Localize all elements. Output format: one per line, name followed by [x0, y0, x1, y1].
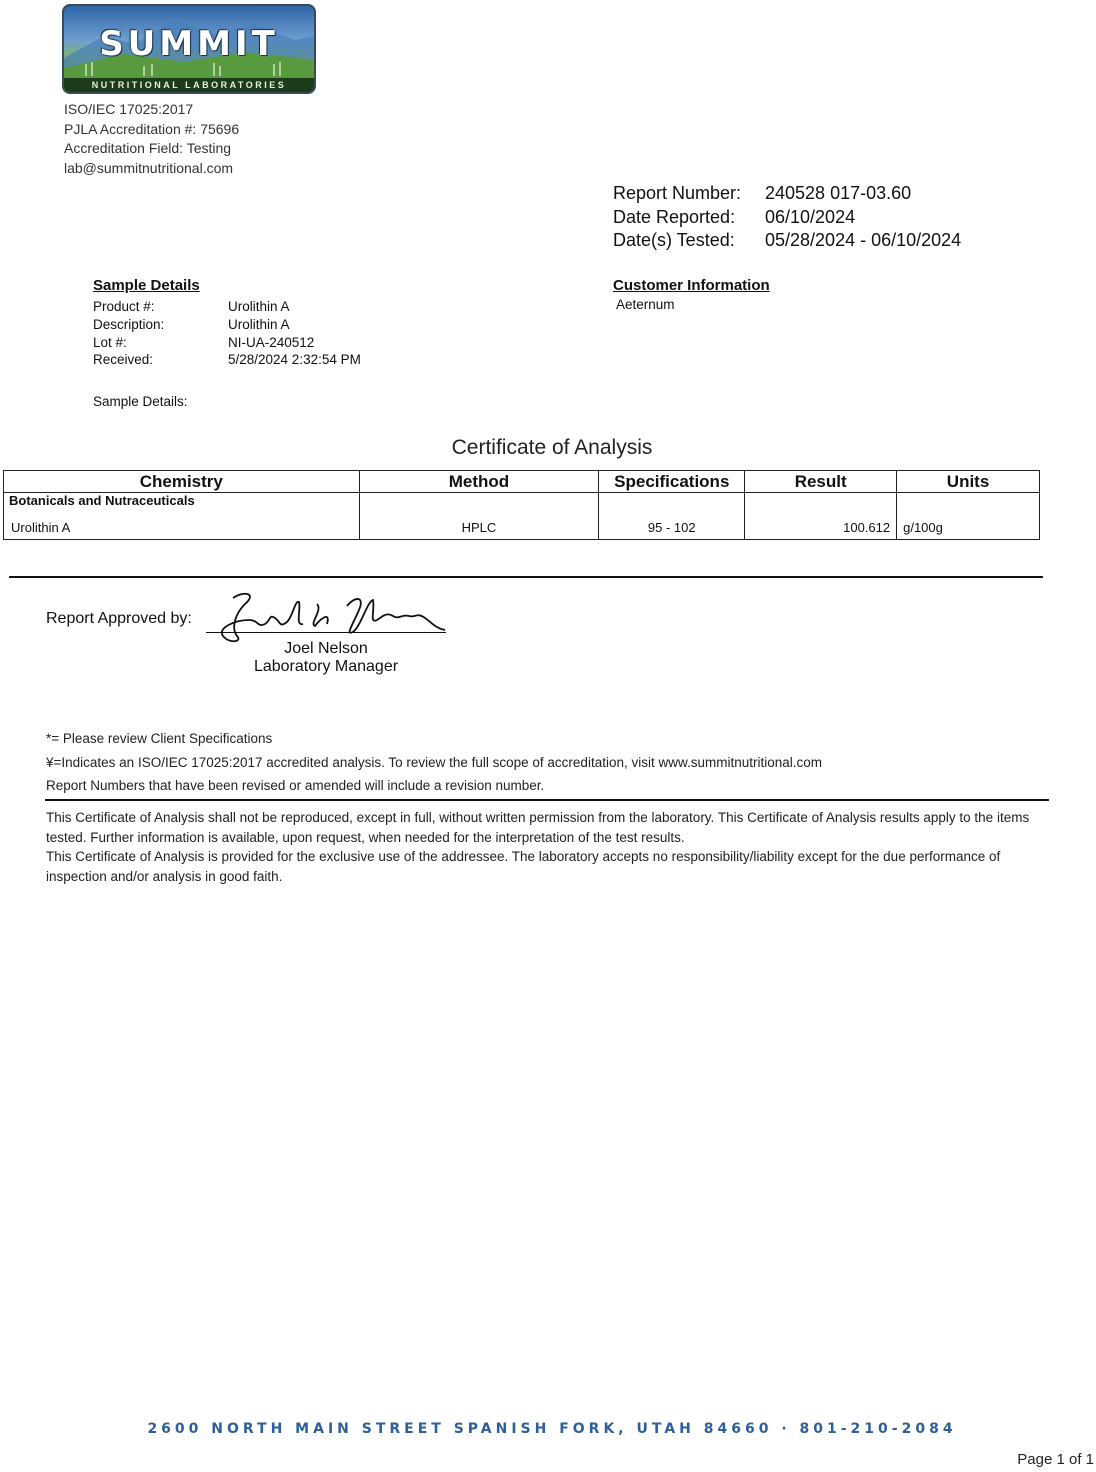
received-label: Received:	[93, 352, 154, 368]
date-reported: 06/10/2024	[765, 206, 856, 227]
dates-tested-label: Date(s) Tested:	[613, 230, 735, 250]
signature-image	[205, 590, 455, 646]
customer-info-title: Customer Information	[613, 277, 770, 294]
header-method: Method	[359, 471, 599, 493]
report-details	[613, 182, 961, 253]
approval-label: Report Approved by:	[46, 610, 192, 627]
sample-details	[93, 277, 361, 369]
report-number: 240528 017-03.60	[765, 183, 912, 203]
signature-line	[206, 632, 446, 633]
note-iso-accredited: ¥=Indicates an ISO/IEC 17025:2017 accredited analysis. To review the full scope of accreditation, visit www.summitnutritional.com	[46, 754, 823, 770]
page-number: Page 1 of 1	[1017, 1451, 1094, 1468]
divider	[45, 799, 1049, 801]
lab-email: lab@summitnutritional.com	[64, 159, 234, 176]
footer-address: 2600 NORTH MAIN STREET SPANISH FORK, UTAH 84660 · 801-210-2084	[147, 1421, 957, 1437]
product-value: Urolithin A	[228, 299, 290, 314]
lot-label: Lot #:	[93, 334, 127, 350]
note-revision: Report Numbers that have been revised or amended will include a revision number.	[46, 778, 545, 793]
description-label: Description:	[93, 316, 165, 332]
accreditation-info	[64, 100, 239, 178]
header-result: Result	[745, 471, 897, 493]
results-table	[3, 470, 1040, 540]
table-header-row	[4, 471, 1040, 493]
company-logo	[62, 4, 316, 94]
cell-chemistry: Urolithin A	[4, 515, 360, 540]
report-number-label: Report Number:	[613, 183, 742, 203]
signer-role: Laboratory Manager	[253, 658, 399, 675]
divider	[9, 576, 1043, 578]
disclaimer-liability: This Certificate of Analysis is provided for the exclusive use of the addressee. The laboratory accepts no responsibility/liability except for the due performance of inspection and/or analysis in good faith.	[46, 849, 1001, 884]
sample-details-title: Sample Details	[93, 277, 200, 294]
signer-block	[206, 640, 446, 676]
disclaimer-reproduction: This Certificate of Analysis shall not be reproduced, except in full, without written permission from the laboratory. This Certificate of Analysis results apply to the items tested. Further information is available, upon request, when needed for the interpretation of the test results.	[46, 810, 1030, 845]
header-specifications: Specifications	[599, 471, 745, 493]
pjla-number: PJLA Accreditation #: 75696	[64, 120, 240, 137]
cell-units: g/100g	[897, 515, 1040, 540]
disclaimer	[46, 808, 1046, 886]
product-label: Product #:	[93, 299, 155, 314]
received-value: 5/28/2024 2:32:54 PM	[228, 352, 361, 368]
iso-standard: ISO/IEC 17025:2017	[64, 101, 194, 117]
table-row	[4, 515, 1040, 540]
header-units: Units	[897, 471, 1040, 493]
page-title: Certificate of Analysis	[451, 436, 653, 459]
logo-wordmark: SUMMIT	[99, 24, 279, 64]
cell-method: HPLC	[359, 515, 599, 540]
description-value: Urolithin A	[228, 316, 290, 332]
customer-name: Aeternum	[616, 297, 675, 312]
sample-details-note: Sample Details:	[93, 394, 188, 409]
dates-tested: 05/28/2024 - 06/10/2024	[765, 230, 962, 250]
signer-name: Joel Nelson	[284, 640, 368, 657]
notes-block	[46, 727, 822, 798]
customer-information	[613, 277, 770, 312]
cell-spec: 95 - 102	[599, 515, 745, 540]
accreditation-field: Accreditation Field: Testing	[64, 140, 232, 156]
header-chemistry: Chemistry	[4, 471, 360, 493]
lot-value: NI-UA-240512	[228, 334, 315, 350]
logo-subtitle: NUTRITIONAL LABORATORIES	[64, 78, 314, 92]
date-reported-label: Date Reported:	[613, 206, 736, 227]
cell-result: 100.612	[745, 515, 897, 540]
category-label: Botanicals and Nutraceuticals	[4, 493, 360, 516]
note-client-spec: *= Please review Client Specifications	[46, 731, 273, 746]
table-category-row	[4, 493, 1040, 516]
